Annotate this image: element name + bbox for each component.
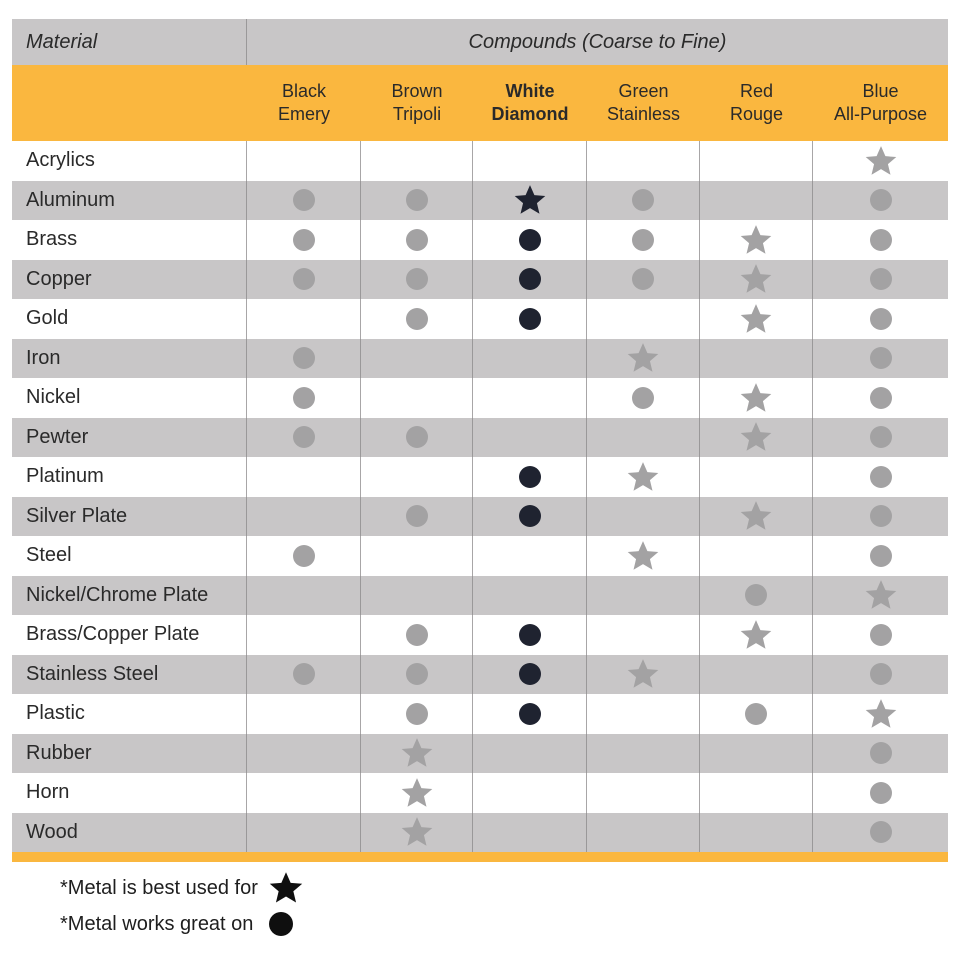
dot-icon bbox=[870, 426, 892, 448]
dot-icon bbox=[870, 663, 892, 685]
dot-icon bbox=[632, 229, 654, 251]
dot-icon bbox=[406, 229, 428, 251]
table-cell bbox=[587, 260, 700, 300]
table-cell bbox=[247, 339, 361, 379]
dot-icon bbox=[632, 387, 654, 409]
star-icon bbox=[864, 144, 898, 178]
table-row bbox=[12, 339, 948, 379]
star-icon bbox=[400, 776, 434, 810]
table-cell bbox=[247, 576, 361, 616]
dot-icon bbox=[406, 703, 428, 725]
table-cell bbox=[361, 260, 473, 300]
material-name: Brass/Copper Plate bbox=[12, 615, 247, 655]
table-cell bbox=[473, 141, 587, 181]
table-cell bbox=[700, 576, 813, 616]
table-cell bbox=[587, 299, 700, 339]
material-column-header: Material bbox=[12, 19, 247, 65]
material-name: Gold bbox=[12, 299, 247, 339]
star-icon bbox=[739, 302, 773, 336]
table-cell bbox=[247, 181, 361, 221]
compound-chart bbox=[12, 19, 948, 862]
table-cell bbox=[813, 615, 948, 655]
table-cell bbox=[247, 773, 361, 813]
dot-icon bbox=[293, 189, 315, 211]
table-cell bbox=[361, 734, 473, 774]
table-row bbox=[12, 813, 948, 853]
star-icon bbox=[626, 539, 660, 573]
material-name: Silver Plate bbox=[12, 497, 247, 537]
table-cell bbox=[473, 299, 587, 339]
table-cell bbox=[247, 734, 361, 774]
dot-icon bbox=[519, 308, 541, 330]
star-icon bbox=[864, 578, 898, 612]
table-cell bbox=[587, 141, 700, 181]
dot-icon bbox=[870, 308, 892, 330]
table-cell bbox=[813, 813, 948, 853]
dot-icon bbox=[293, 229, 315, 251]
table-cell bbox=[587, 813, 700, 853]
dot-icon bbox=[519, 505, 541, 527]
table-cell bbox=[700, 457, 813, 497]
dot-icon bbox=[406, 308, 428, 330]
table-row bbox=[12, 220, 948, 260]
table-cell bbox=[813, 497, 948, 537]
dot-icon bbox=[870, 268, 892, 290]
table-cell bbox=[247, 813, 361, 853]
table-cell bbox=[700, 813, 813, 853]
table-cell bbox=[700, 773, 813, 813]
table-cell bbox=[587, 378, 700, 418]
material-name: Brass bbox=[12, 220, 247, 260]
dot-icon bbox=[263, 912, 293, 936]
dot-icon bbox=[745, 584, 767, 606]
table-cell bbox=[361, 378, 473, 418]
table-cell bbox=[473, 536, 587, 576]
dot-icon bbox=[519, 624, 541, 646]
dot-icon bbox=[406, 189, 428, 211]
star-icon bbox=[739, 499, 773, 533]
dot-icon bbox=[293, 426, 315, 448]
table-cell bbox=[247, 615, 361, 655]
table-cell bbox=[361, 418, 473, 458]
table-cell bbox=[813, 339, 948, 379]
star-icon bbox=[626, 341, 660, 375]
table-cell bbox=[361, 141, 473, 181]
table-cell bbox=[700, 260, 813, 300]
table-cell bbox=[247, 141, 361, 181]
table-cell bbox=[700, 615, 813, 655]
table-cell bbox=[813, 457, 948, 497]
table-row bbox=[12, 734, 948, 774]
table-cell bbox=[473, 773, 587, 813]
table-row bbox=[12, 655, 948, 695]
table-row bbox=[12, 773, 948, 813]
material-name: Iron bbox=[12, 339, 247, 379]
dot-icon bbox=[519, 663, 541, 685]
table-cell bbox=[361, 220, 473, 260]
material-name: Acrylics bbox=[12, 141, 247, 181]
table-row bbox=[12, 181, 948, 221]
table-cell bbox=[700, 694, 813, 734]
table-cell bbox=[587, 655, 700, 695]
table-cell bbox=[361, 536, 473, 576]
table-cell bbox=[247, 418, 361, 458]
material-name: Nickel/Chrome Plate bbox=[12, 576, 247, 616]
table-cell bbox=[700, 734, 813, 774]
material-name: Stainless Steel bbox=[12, 655, 247, 695]
compound-header-black-emery: Black Emery bbox=[277, 81, 330, 124]
table-cell bbox=[247, 220, 361, 260]
table-cell bbox=[700, 497, 813, 537]
table-cell bbox=[473, 497, 587, 537]
table-row bbox=[12, 457, 948, 497]
bottom-accent-bar bbox=[12, 852, 948, 862]
table-cell bbox=[587, 536, 700, 576]
table-cell bbox=[473, 339, 587, 379]
dot-icon bbox=[870, 387, 892, 409]
dot-icon bbox=[519, 268, 541, 290]
table-cell bbox=[473, 734, 587, 774]
table-cell bbox=[813, 141, 948, 181]
table-cell bbox=[813, 181, 948, 221]
dot-icon bbox=[293, 545, 315, 567]
material-name: Platinum bbox=[12, 457, 247, 497]
table-cell bbox=[473, 260, 587, 300]
table-cell bbox=[473, 457, 587, 497]
compound-header-brown-tripoli: Brown Tripoli bbox=[391, 81, 443, 124]
table-cell bbox=[361, 694, 473, 734]
dot-icon bbox=[406, 505, 428, 527]
table-cell bbox=[587, 497, 700, 537]
legend bbox=[60, 870, 304, 942]
table-cell bbox=[587, 181, 700, 221]
star-icon bbox=[626, 657, 660, 691]
table-cell bbox=[361, 615, 473, 655]
table-cell bbox=[361, 181, 473, 221]
table-cell bbox=[247, 299, 361, 339]
table-cell bbox=[361, 655, 473, 695]
table-row bbox=[12, 615, 948, 655]
compound-header-white-diamond: White Diamond bbox=[491, 81, 569, 124]
dot-icon bbox=[870, 545, 892, 567]
table-cell bbox=[587, 576, 700, 616]
dot-icon bbox=[870, 505, 892, 527]
material-name: Pewter bbox=[12, 418, 247, 458]
table-cell bbox=[361, 299, 473, 339]
table-cell bbox=[587, 694, 700, 734]
table-cell bbox=[587, 418, 700, 458]
table-cell bbox=[700, 299, 813, 339]
blank-header-cell bbox=[12, 65, 247, 141]
table-cell bbox=[247, 536, 361, 576]
dot-icon bbox=[870, 742, 892, 764]
dot-icon bbox=[519, 703, 541, 725]
table-cell bbox=[813, 536, 948, 576]
table-cell bbox=[247, 378, 361, 418]
table-cell bbox=[813, 378, 948, 418]
dot-icon bbox=[293, 387, 315, 409]
compound-header-red-rouge: Red Rouge bbox=[729, 81, 784, 124]
table-cell bbox=[473, 220, 587, 260]
table-cell bbox=[700, 418, 813, 458]
dot-icon bbox=[870, 821, 892, 843]
table-cell bbox=[587, 734, 700, 774]
table-cell bbox=[700, 181, 813, 221]
table-cell bbox=[813, 220, 948, 260]
dot-icon bbox=[870, 189, 892, 211]
dot-icon bbox=[870, 782, 892, 804]
table-cell bbox=[813, 734, 948, 774]
table-cell bbox=[361, 497, 473, 537]
star-icon bbox=[739, 381, 773, 415]
star-icon bbox=[739, 420, 773, 454]
star-icon bbox=[513, 183, 547, 217]
table-cell bbox=[700, 141, 813, 181]
dot-icon bbox=[406, 268, 428, 290]
table-row bbox=[12, 694, 948, 734]
dot-icon bbox=[870, 347, 892, 369]
dot-icon bbox=[745, 703, 767, 725]
star-icon bbox=[626, 460, 660, 494]
compounds-header: Compounds (Coarse to Fine) bbox=[468, 30, 727, 53]
table-row bbox=[12, 497, 948, 537]
table-cell bbox=[813, 694, 948, 734]
material-name: Aluminum bbox=[12, 181, 247, 221]
table-cell bbox=[473, 181, 587, 221]
table-cell bbox=[361, 339, 473, 379]
dot-icon bbox=[870, 466, 892, 488]
star-icon bbox=[268, 870, 304, 906]
table-cell bbox=[361, 773, 473, 813]
compound-names-header bbox=[12, 65, 948, 141]
table-cell bbox=[813, 655, 948, 695]
material-name: Horn bbox=[12, 773, 247, 813]
table-row bbox=[12, 299, 948, 339]
dot-icon bbox=[870, 624, 892, 646]
table-cell bbox=[587, 220, 700, 260]
table-cell bbox=[700, 655, 813, 695]
table-cell bbox=[473, 694, 587, 734]
table-cell bbox=[700, 378, 813, 418]
dot-icon bbox=[293, 347, 315, 369]
table-cell bbox=[473, 655, 587, 695]
table-cell bbox=[587, 457, 700, 497]
material-name: Wood bbox=[12, 813, 247, 853]
table-cell bbox=[587, 615, 700, 655]
table-cell bbox=[247, 694, 361, 734]
table-cell bbox=[247, 655, 361, 695]
star-icon bbox=[864, 697, 898, 731]
star-icon bbox=[739, 223, 773, 257]
legend-great bbox=[60, 906, 304, 942]
dot-icon bbox=[632, 189, 654, 211]
table-row bbox=[12, 536, 948, 576]
table-row bbox=[12, 378, 948, 418]
table-cell bbox=[700, 220, 813, 260]
material-name: Steel bbox=[12, 536, 247, 576]
material-table-body bbox=[12, 141, 948, 852]
table-cell bbox=[247, 260, 361, 300]
table-row bbox=[12, 141, 948, 181]
table-cell bbox=[813, 576, 948, 616]
table-cell bbox=[473, 576, 587, 616]
star-icon bbox=[400, 815, 434, 849]
compound-header-blue-all-purpose: Blue All-Purpose bbox=[833, 81, 928, 124]
dot-icon bbox=[406, 624, 428, 646]
table-cell bbox=[813, 299, 948, 339]
table-cell bbox=[473, 615, 587, 655]
table-cell bbox=[247, 497, 361, 537]
star-icon bbox=[400, 736, 434, 770]
table-cell bbox=[361, 457, 473, 497]
material-name: Plastic bbox=[12, 694, 247, 734]
dot-icon bbox=[519, 229, 541, 251]
dot-icon bbox=[870, 229, 892, 251]
material-name: Nickel bbox=[12, 378, 247, 418]
star-icon bbox=[739, 618, 773, 652]
table-cell bbox=[587, 339, 700, 379]
material-name: Rubber bbox=[12, 734, 247, 774]
legend-best bbox=[60, 870, 304, 906]
table-cell bbox=[247, 457, 361, 497]
table-cell bbox=[813, 260, 948, 300]
table-cell bbox=[700, 339, 813, 379]
table-cell bbox=[587, 773, 700, 813]
table-cell bbox=[361, 576, 473, 616]
dot-icon bbox=[293, 663, 315, 685]
dot-icon bbox=[293, 268, 315, 290]
material-name: Copper bbox=[12, 260, 247, 300]
table-row bbox=[12, 418, 948, 458]
table-cell bbox=[473, 813, 587, 853]
table-cell bbox=[700, 536, 813, 576]
table-cell bbox=[813, 418, 948, 458]
table-cell bbox=[813, 773, 948, 813]
legend-best-text: *Metal is best used for bbox=[60, 876, 258, 899]
dot-icon bbox=[519, 466, 541, 488]
legend-great-text: *Metal works great on bbox=[60, 912, 254, 935]
table-row bbox=[12, 260, 948, 300]
dot-icon bbox=[632, 268, 654, 290]
table-row bbox=[12, 576, 948, 616]
top-header bbox=[12, 19, 948, 65]
compound-header-green-stainless: Green Stainless bbox=[606, 81, 681, 124]
dot-icon bbox=[406, 426, 428, 448]
table-cell bbox=[361, 813, 473, 853]
table-cell bbox=[473, 378, 587, 418]
dot-icon bbox=[406, 663, 428, 685]
star-icon bbox=[739, 262, 773, 296]
table-cell bbox=[473, 418, 587, 458]
